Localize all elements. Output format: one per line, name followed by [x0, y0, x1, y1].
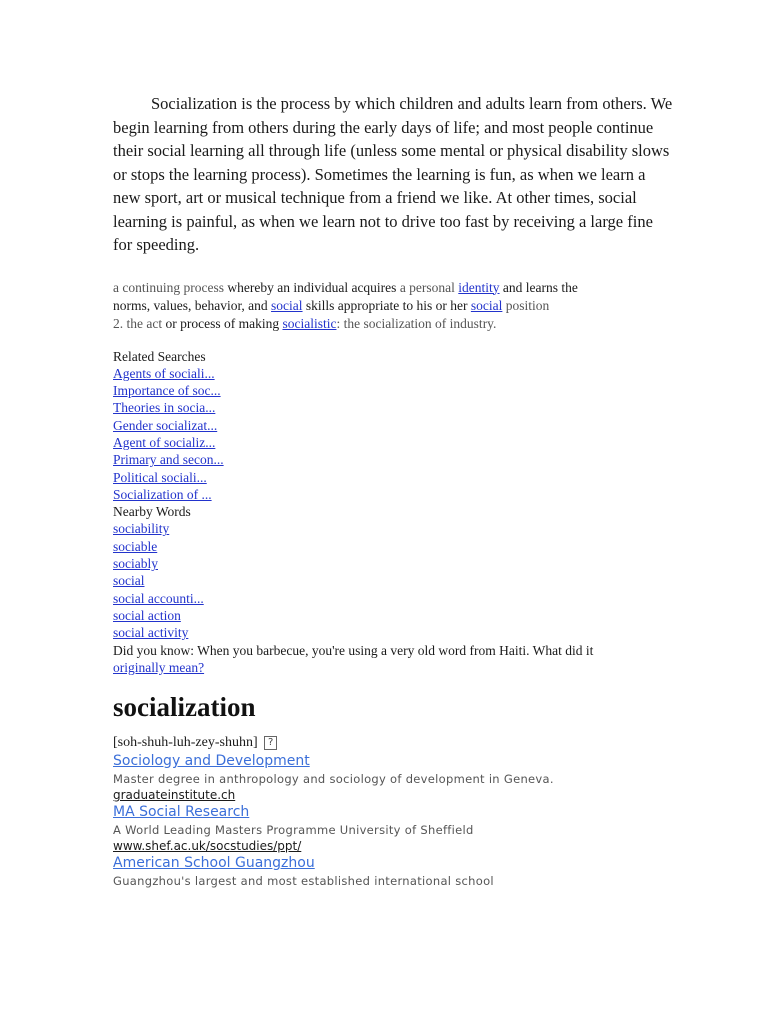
related-searches-header: Related Searches — [113, 348, 206, 364]
related-search-link[interactable]: Political sociali... — [113, 469, 207, 485]
pronunciation-text: [soh-shuh-luh-zey-shuhn] — [113, 735, 258, 751]
ad-item — [113, 752, 673, 803]
help-icon[interactable]: ? — [264, 736, 277, 750]
intro-paragraph: Socialization is the process by which children and adults learn from others. We begin learning from others during the early days of life; and most people continue their social learning all through life (unless some mental or physical disability slows or stops the learning process). Sometimes the learning is fun, as when we learn a new sport, art or musical technique from a friend we like. At other times, social learning is painful, as when we learn not to drive too fast by receiving a large fine for speeding. — [113, 94, 673, 254]
definition-text: a continuing process — [113, 279, 224, 295]
ad-description: Guangzhou's largest and most established international school — [113, 874, 494, 889]
definition-text: : the socialization of industry. — [336, 315, 497, 331]
document-page — [113, 92, 673, 889]
related-search-link[interactable]: Theories in socia... — [113, 400, 216, 416]
nearby-word-link[interactable]: social accounti... — [113, 590, 204, 606]
definition-text: skills appropriate to his or her — [302, 297, 471, 313]
ad-title-link[interactable]: American School Guangzhou — [113, 855, 315, 872]
related-searches — [113, 348, 673, 677]
nearby-word-link[interactable]: social — [113, 573, 145, 589]
nearby-word-link[interactable]: sociable — [113, 538, 158, 554]
pronunciation — [113, 734, 673, 752]
related-search-link[interactable]: Primary and secon... — [113, 452, 224, 468]
ad-item — [113, 803, 673, 854]
nearby-words-header: Nearby Words — [113, 504, 191, 520]
ad-item — [113, 854, 673, 889]
socialistic-link[interactable]: socialistic — [282, 315, 337, 331]
ad-description: Master degree in anthropology and sociology of development in Geneva. — [113, 772, 554, 787]
related-search-link[interactable]: Agent of socializ... — [113, 434, 216, 450]
related-search-link[interactable]: Gender socializat... — [113, 417, 218, 433]
ad-url-link[interactable]: graduateinstitute.ch — [113, 788, 236, 803]
did-you-know-text: Did you know: When you barbecue, you're using a very old word from Haiti. What did it — [113, 642, 594, 658]
definition-line-1 — [113, 279, 673, 297]
related-search-link[interactable]: Agents of sociali... — [113, 365, 215, 381]
social-link[interactable]: social — [271, 297, 303, 313]
nearby-word-link[interactable]: sociably — [113, 556, 158, 572]
social-link[interactable]: social — [470, 297, 503, 313]
nearby-word-link[interactable]: sociability — [113, 521, 170, 537]
ad-title-link[interactable]: Sociology and Development — [113, 753, 310, 770]
ad-url-link[interactable]: www.shef.ac.uk/socstudies/ppt/ — [113, 839, 302, 854]
definition-text: whereby an individual acquires — [223, 279, 397, 295]
nearby-word-link[interactable]: social action — [113, 607, 181, 623]
definition-line-3 — [113, 315, 673, 333]
definition-text: 2. the act — [113, 315, 163, 331]
related-search-link[interactable]: Socialization of ... — [113, 486, 212, 502]
definition-text: norms, values, behavior, and — [113, 297, 272, 313]
definition-text: a personal — [396, 279, 459, 295]
identity-link[interactable]: identity — [458, 279, 500, 295]
word-title: socialization — [113, 692, 256, 723]
definition-text: or process of making — [162, 315, 283, 331]
definition-text: and learns the — [499, 279, 578, 295]
definition-block — [113, 279, 673, 333]
sponsored-links — [113, 752, 673, 889]
ad-description: A World Leading Masters Programme University of Sheffield — [113, 823, 474, 838]
did-you-know-link[interactable]: originally mean? — [113, 659, 205, 675]
definition-text: position — [502, 297, 550, 313]
ad-title-link[interactable]: MA Social Research — [113, 804, 250, 821]
related-search-link[interactable]: Importance of soc... — [113, 383, 221, 399]
definition-line-2 — [113, 297, 673, 315]
nearby-word-link[interactable]: social activity — [113, 625, 189, 641]
